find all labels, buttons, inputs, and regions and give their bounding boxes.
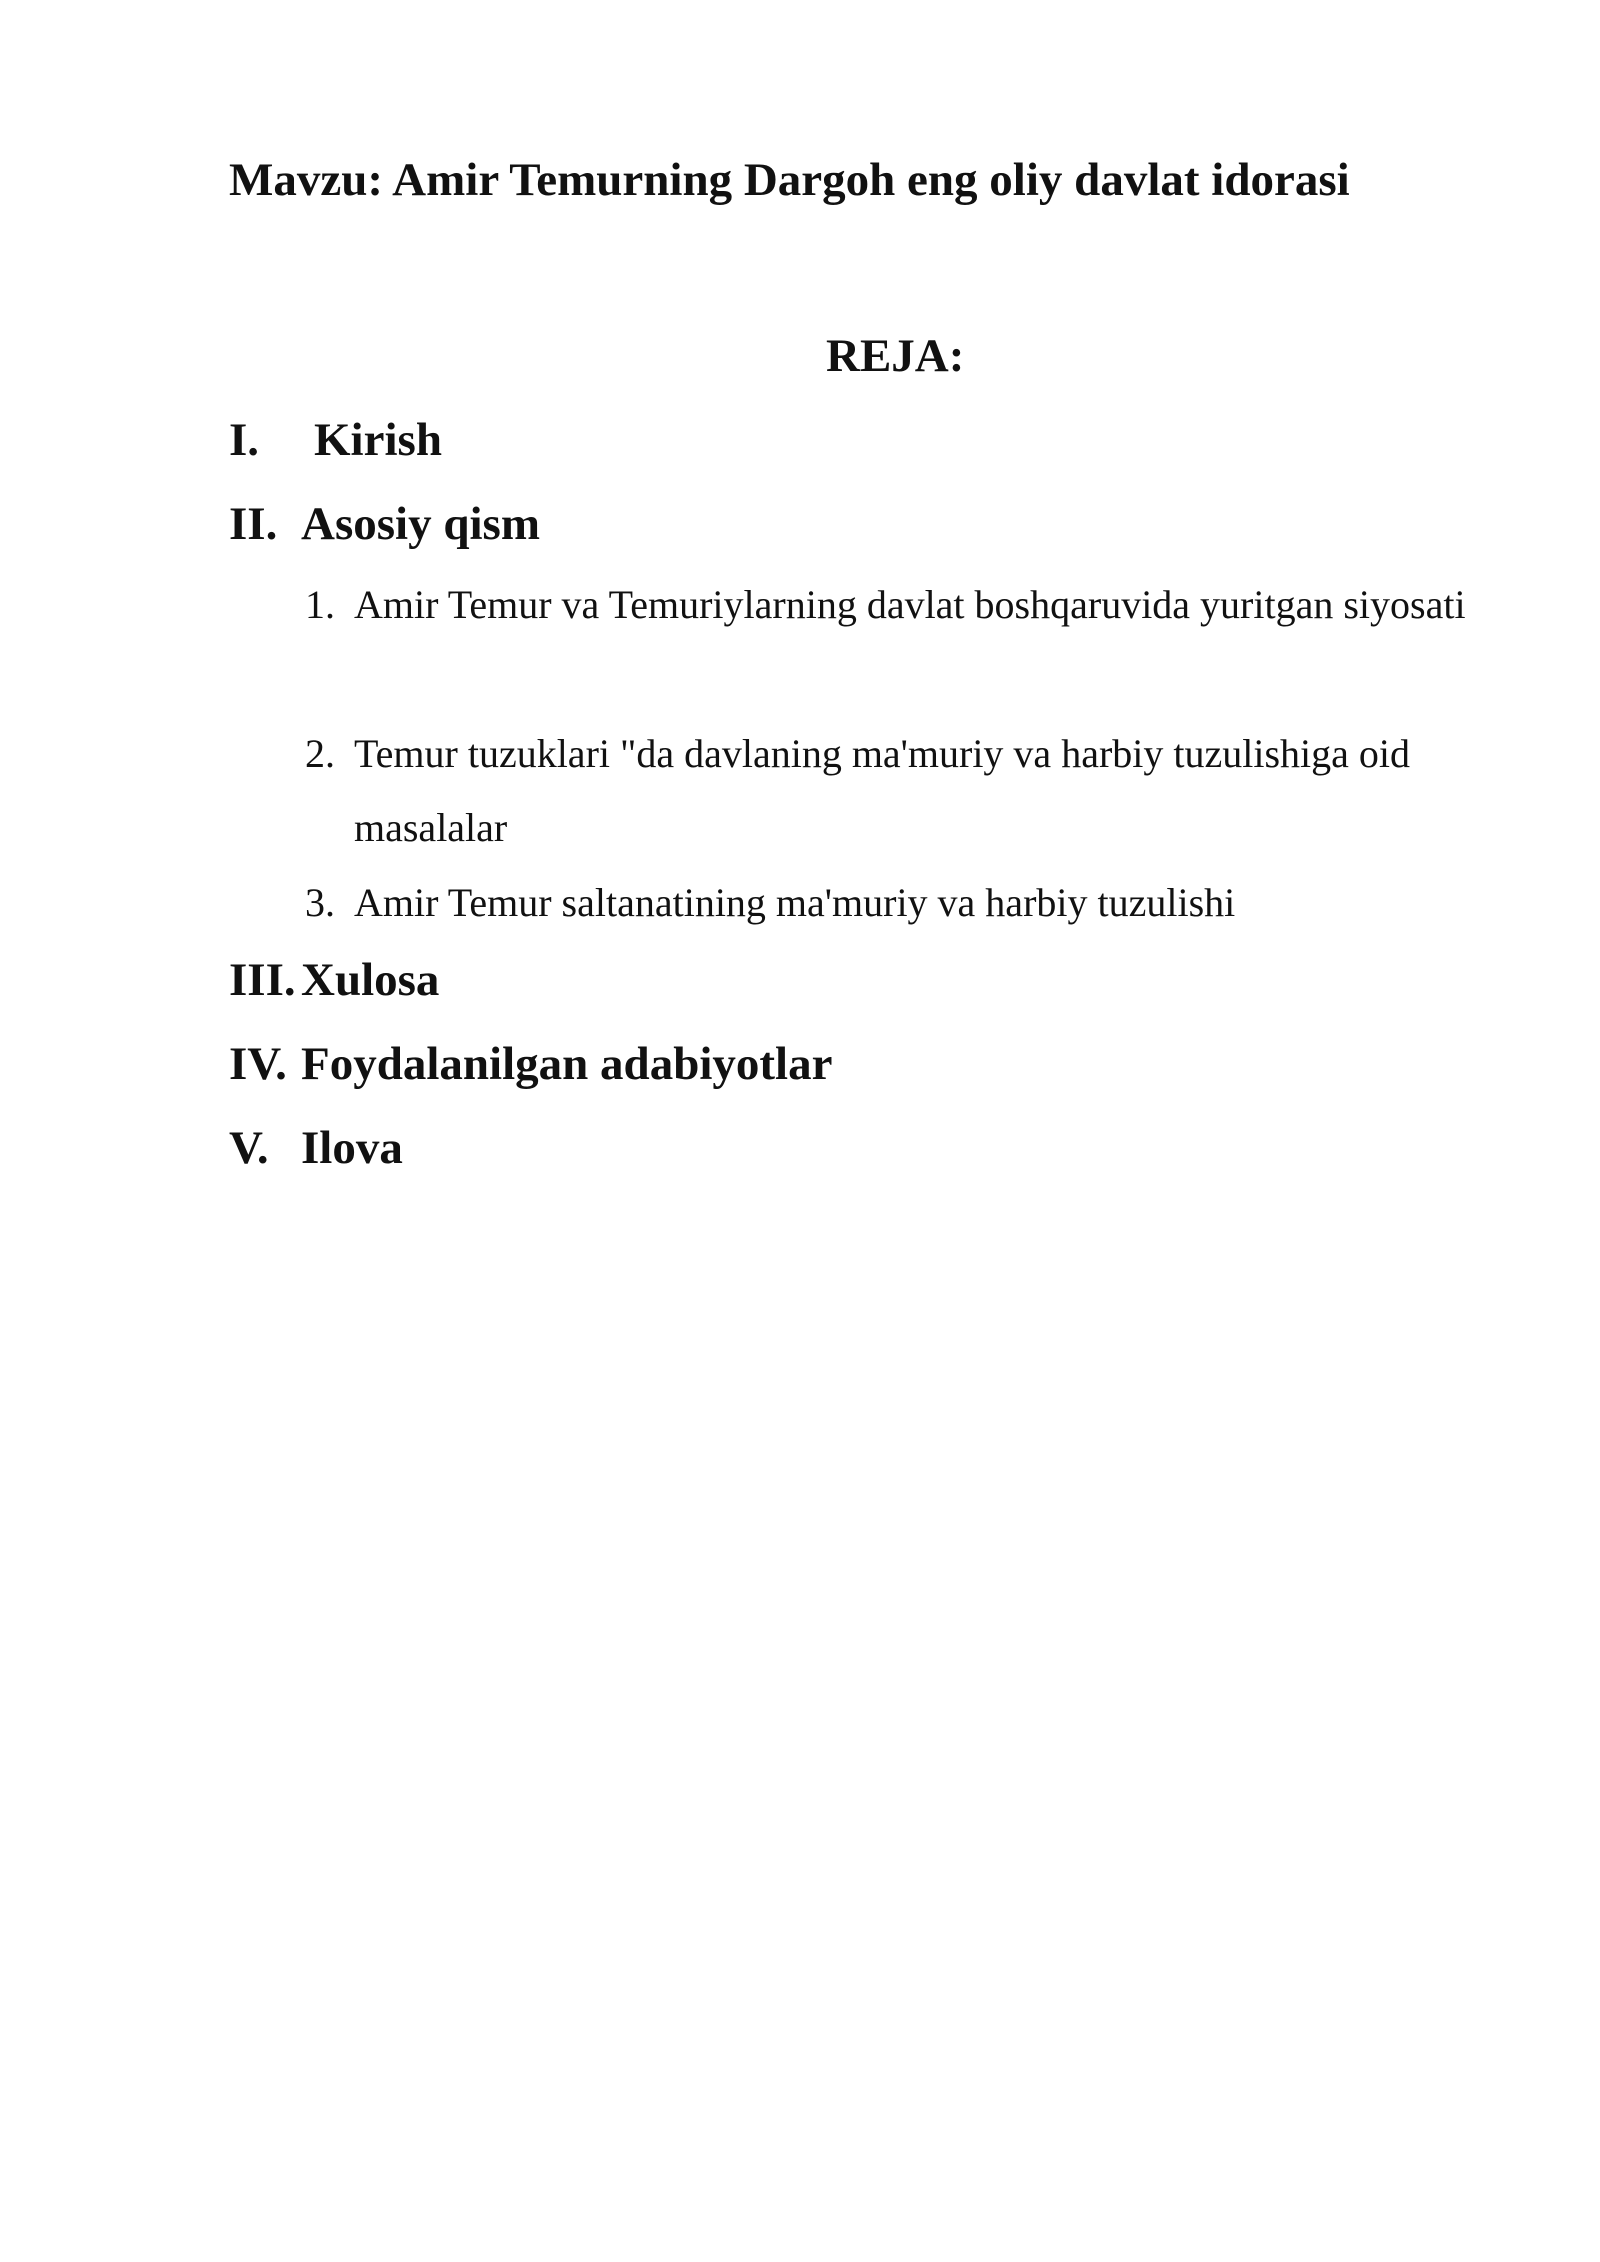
subsection-number: 2. bbox=[305, 731, 335, 776]
section-item bbox=[229, 1034, 833, 1094]
subsection-item bbox=[305, 568, 1493, 642]
section-number: II. bbox=[229, 498, 278, 550]
subsection-text: Temur tuzuklari "da davlaning ma'muriy va harbiy tuzulishiga oid masalalar bbox=[354, 731, 1411, 850]
section-title: Foydalanilgan adabiyotlar bbox=[301, 1038, 833, 1090]
subsection-item bbox=[305, 717, 1493, 865]
section-number: IV. bbox=[229, 1038, 287, 1090]
subsection-item bbox=[305, 866, 1493, 940]
section-title: Kirish bbox=[314, 414, 442, 466]
subsection-number: 3. bbox=[305, 880, 335, 925]
section-item bbox=[229, 410, 442, 470]
section-title: Xulosa bbox=[301, 954, 440, 1006]
subsection-text: Amir Temur saltanatining ma'muriy va harbiy tuzulishi bbox=[354, 880, 1236, 925]
subsection-number: 1. bbox=[305, 582, 335, 627]
section-item bbox=[229, 1118, 403, 1178]
section-title: Asosiy qism bbox=[301, 498, 540, 550]
section-number: III. bbox=[229, 954, 296, 1006]
section-number: I. bbox=[229, 414, 260, 466]
document-topic: Mavzu: Amir Temurning Dargoh eng oliy davlat idorasi bbox=[229, 154, 1350, 206]
section-item bbox=[229, 950, 440, 1010]
section-item bbox=[229, 494, 540, 554]
subsection-text: Amir Temur va Temuriylarning davlat boshqaruvida yuritgan siyosati bbox=[354, 582, 1466, 627]
section-title: Ilova bbox=[301, 1122, 403, 1174]
section-number: V. bbox=[229, 1122, 269, 1174]
plan-heading: REJA: bbox=[826, 330, 965, 382]
